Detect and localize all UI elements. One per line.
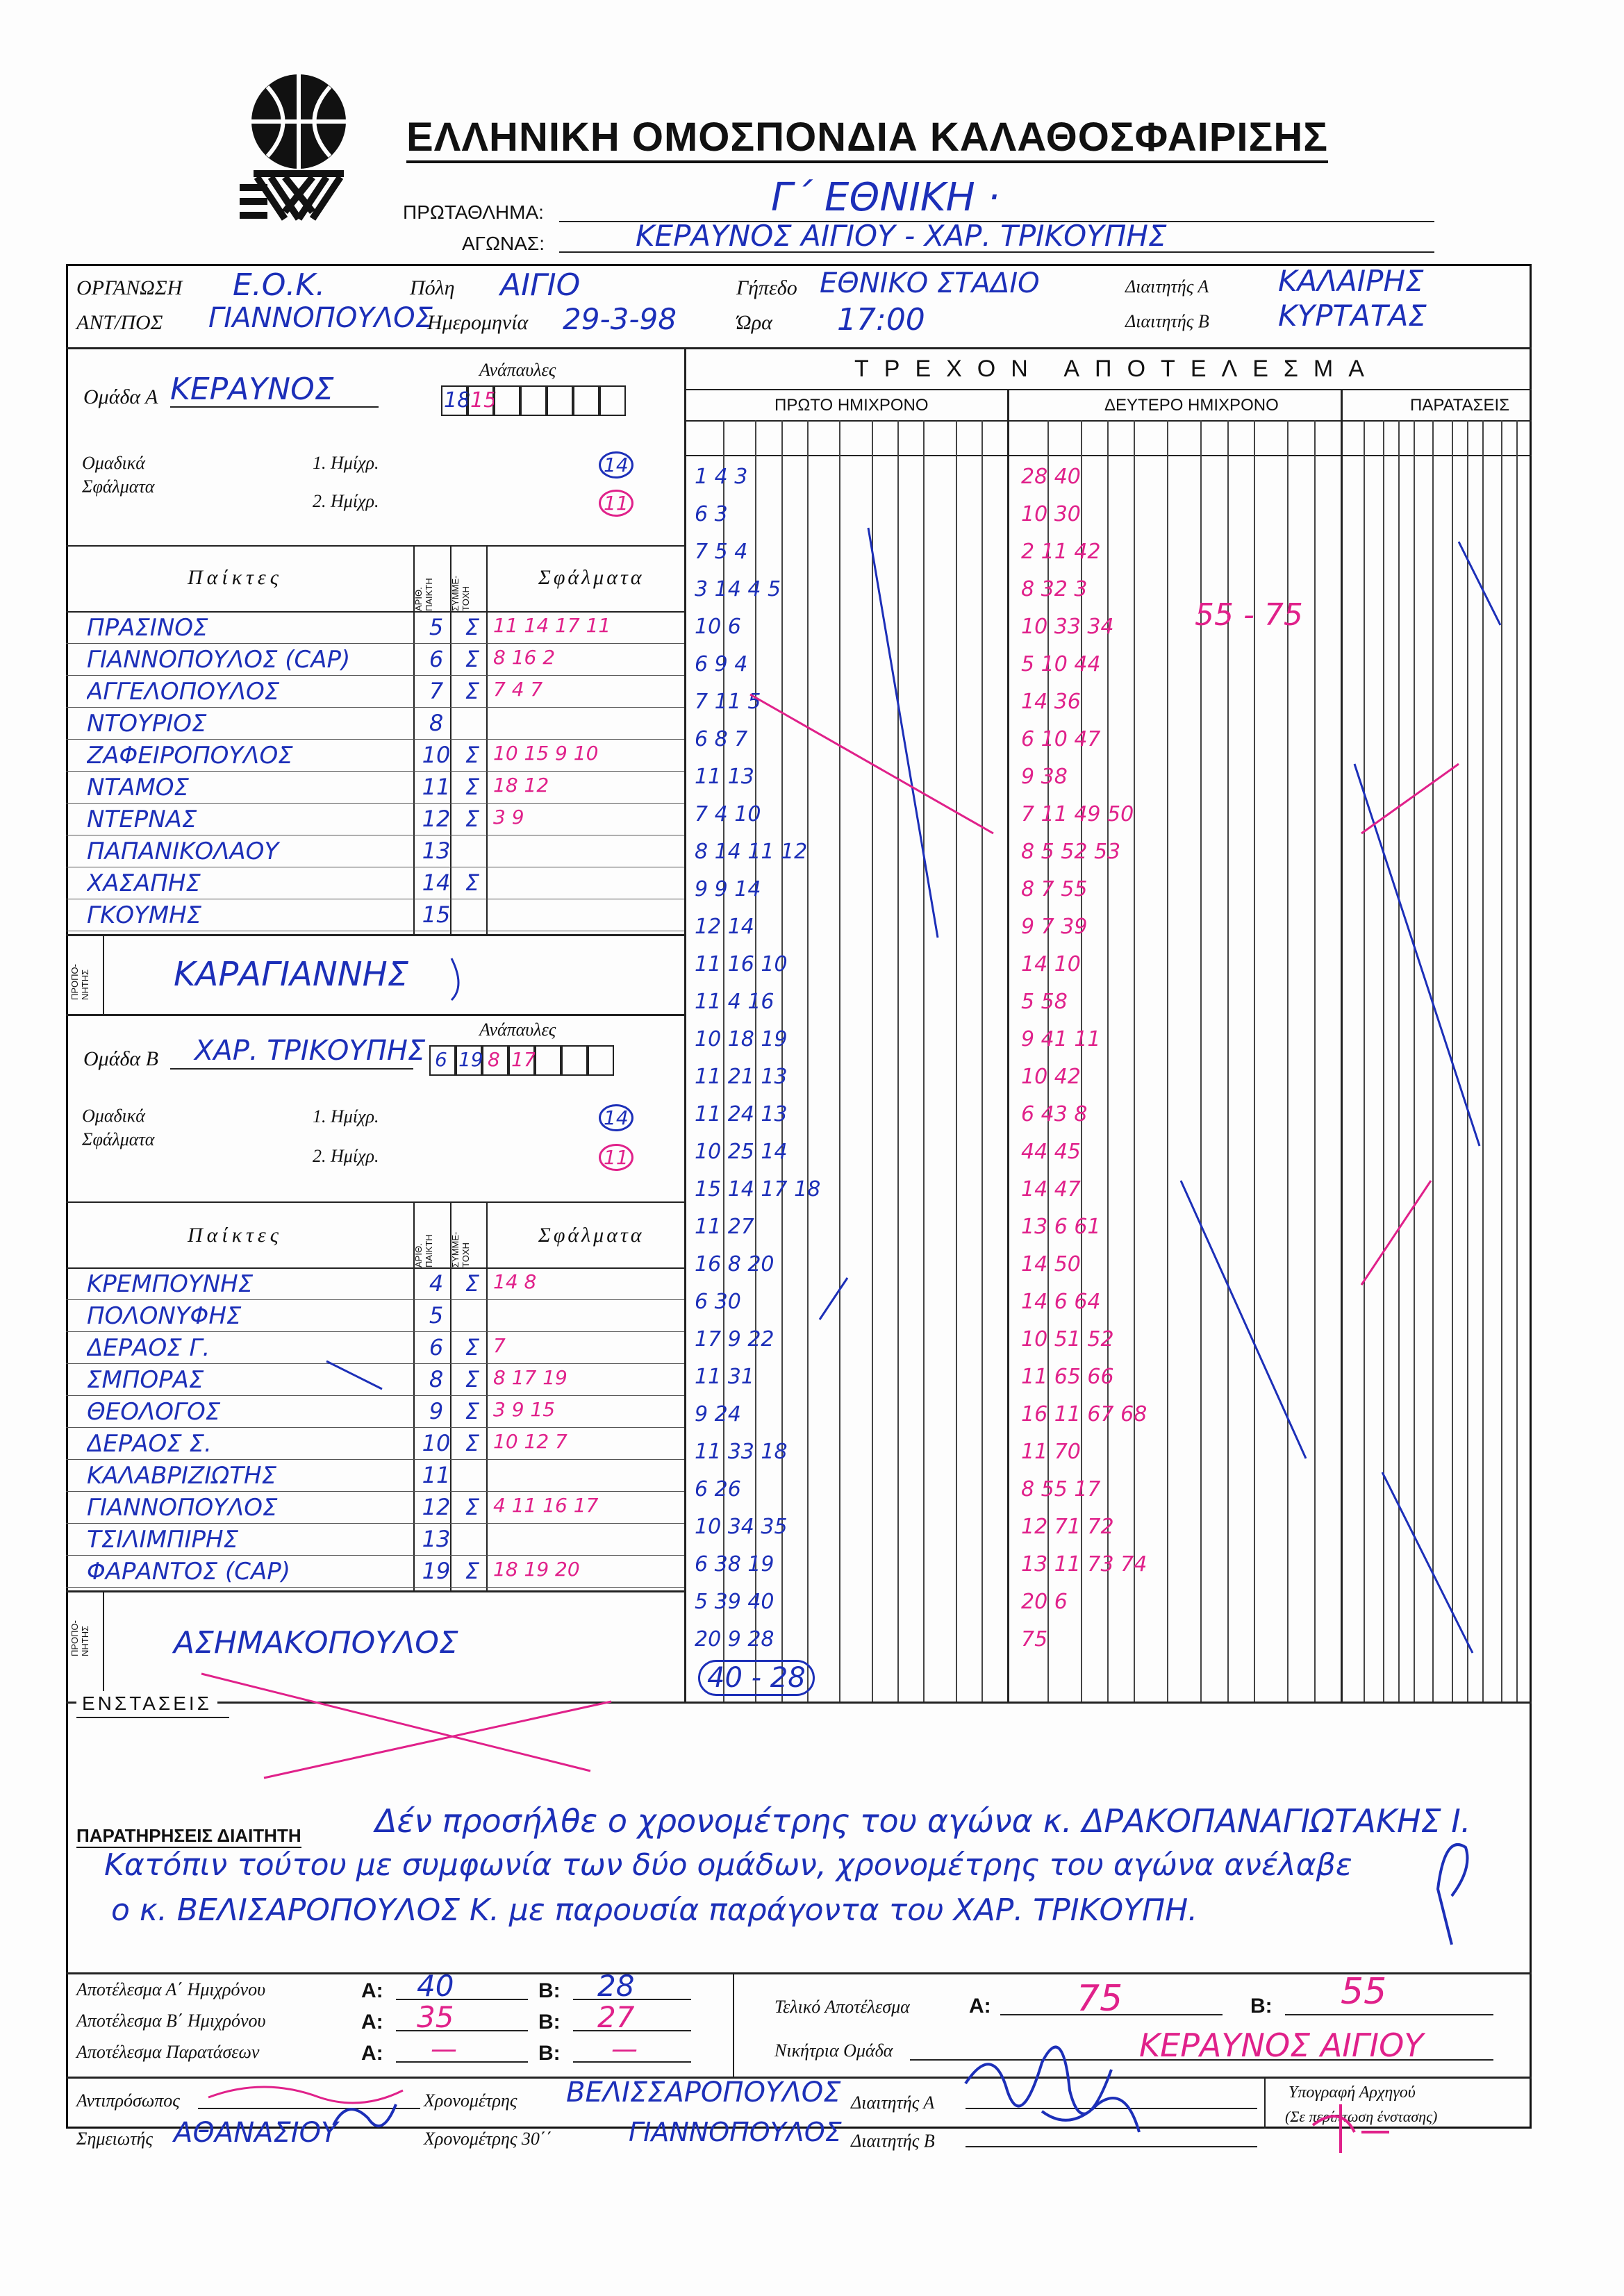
first-half-score-entry: 3 14 4 5 (695, 577, 781, 601)
team-a-player-name: ΠΡΑΣΙΝΟΣ (87, 614, 208, 642)
team-b-player-participation: Σ (465, 1334, 480, 1361)
team-b-half1-total: 14 (599, 1104, 633, 1131)
team-a-player-name: ΧΑΣΑΠΗΣ (87, 870, 201, 897)
second-half-score-entry: 75 (1021, 1627, 1048, 1652)
city-value: ΑΙΓΙΟ (500, 267, 581, 303)
ot-result-label: Αποτέλεσμα Παρατάσεων (76, 2042, 260, 2062)
team-a-players-header: Παίκτες (188, 566, 283, 589)
team-b-player-fouls: 8 17 19 (493, 1366, 567, 1389)
team-b-player-name: ΠΟΛΟΝΥΦΗΣ (87, 1302, 242, 1330)
remarks-label: ΠΑΡΑΤΗΡΗΣΕΙΣ ΔΙΑΙΤΗΤΗ (76, 1825, 301, 1848)
final-b-value: 55 (1341, 1971, 1387, 2013)
team-a-player-number: 6 (429, 646, 444, 672)
official-ref-a-label: Διαιτητής Α (851, 2093, 935, 2113)
team-a-name: ΚΕΡΑΥΝΟΣ (170, 372, 334, 407)
team-b-player-name: ΤΣΙΛΙΜΠΙΡΗΣ (87, 1526, 239, 1554)
second-half-score-entry: 2 11 42 (1021, 540, 1101, 564)
ot-b-label: Β: (538, 2042, 561, 2065)
team-a-player-number: 5 (429, 614, 444, 640)
team-a-coach-label: ΠΡΟΠΟ-ΝΗΤΗΣ (69, 964, 90, 1000)
second-half-score-entry: 8 7 55 (1021, 877, 1088, 901)
team-a-half2-label: 2. Ημίχρ. (313, 491, 379, 511)
team-b-label: Ομάδα Β (83, 1047, 158, 1070)
team-b-player-name: ΚΑΛΑΒΡΙΖΙΩΤΗΣ (87, 1462, 277, 1490)
second-half-score-entry: 28 40 (1021, 465, 1081, 489)
first-half-score-entry: 6 30 (695, 1290, 741, 1314)
team-b-player-name: ΔΕΡΑΟΣ Γ. (87, 1334, 210, 1362)
rep-value: ΓΙΑΝΝΟΠΟΥΛΟΣ (208, 302, 433, 334)
team-b-player-number: 12 (422, 1494, 451, 1520)
team-b-player-name: ΘΕΟΛΟΓΟΣ (87, 1398, 221, 1426)
ref-b-value: ΚΥΡΤΑΤΑΣ (1278, 299, 1427, 333)
scorer-label: Σημειωτής (76, 2129, 153, 2149)
time-label: Ώρα (736, 311, 772, 334)
team-b-player-participation: Σ (465, 1366, 480, 1392)
match-value: ΚΕΡΑΥΝΟΣ ΑΙΓΙΟΥ - ΧΑΡ. ΤΡΙΚΟΥΠΗΣ (636, 219, 1167, 253)
remarks-line-1: Δέν προσήλθε ο χρονομέτρης του αγώνα κ. ΔΡΑΚΟΠΑΝΑΓΙΩΤΑΚΗΣ Ι. (375, 1802, 1471, 1840)
team-b-player-fouls: 4 11 16 17 (493, 1494, 599, 1517)
second-half-score-entry: 20 6 (1021, 1590, 1068, 1614)
half2-a-label: Α: (361, 2011, 383, 2033)
team-b-timeout-3: 8 (488, 1048, 500, 1071)
overtime-header: ΠΑΡΑΤΑΣΕΙΣ (1410, 396, 1510, 415)
team-a-player-name: ΖΑΦΕΙΡΟΠΟΥΛΟΣ (87, 742, 293, 770)
first-half-score-entry: 7 11 5 (695, 690, 761, 714)
second-half-score-entry: 8 55 17 (1021, 1477, 1101, 1501)
ot-b-value: — (611, 2033, 638, 2064)
running-score-title: ΤΡΕΧΟΝ ΑΠΟΤΕΛΕΣΜΑ (854, 356, 1379, 382)
final-b-label: Β: (1250, 1995, 1273, 2018)
team-a-label: Ομάδα Α (83, 385, 158, 408)
team-b-coach-label: ΠΡΟΠΟ-ΝΗΤΗΣ (69, 1620, 90, 1656)
team-b-player-number: 11 (422, 1462, 451, 1488)
venue-label: Γήπεδο (736, 276, 797, 299)
team-b-player-name: ΣΜΠΟΡΑΣ (87, 1366, 204, 1394)
team-a-player-name: ΓΚΟΥΜΗΣ (87, 901, 202, 929)
ref-a-value: ΚΑΛΑΙΡΗΣ (1278, 264, 1424, 298)
official-ref-b-label: Διαιτητής Β (851, 2131, 935, 2151)
team-b-player-fouls: 10 12 7 (493, 1430, 567, 1453)
team-a-player-participation: Σ (465, 646, 480, 672)
second-half-score-entry: 10 30 (1021, 502, 1081, 526)
second-half-score-entry: 13 11 73 74 (1021, 1552, 1147, 1577)
team-a-player-name: ΓΙΑΝΝΟΠΟΥΛΟΣ (CAP) (87, 646, 351, 674)
second-half-score-entry: 8 32 3 (1021, 577, 1088, 601)
scorer-value: ΑΘΑΝΑΣΙΟΥ (174, 2117, 338, 2149)
second-half-score-entry: 13 6 61 (1021, 1215, 1101, 1239)
captain-sig-note: (Σε περίπτωση ένστασης) (1285, 2108, 1438, 2125)
team-a-player-number: 10 (422, 742, 451, 768)
team-a-player-number: 13 (422, 838, 451, 864)
team-b-coach: ΑΣΗΜΑΚΟΠΟΥΛΟΣ (174, 1625, 458, 1661)
team-a-player-number: 14 (422, 870, 451, 896)
first-half-score-entry: 6 9 4 (695, 652, 748, 676)
timer-label: Χρονομέτρης (424, 2090, 517, 2111)
winner-label: Νικήτρια Ομάδα (774, 2040, 893, 2061)
team-a-player-fouls: 11 14 17 11 (493, 614, 611, 637)
team-a-player-number: 11 (422, 774, 451, 800)
team-a-fouls-header: Σφάλματα (538, 566, 645, 589)
second-half-score-entry: 9 38 (1021, 765, 1068, 789)
team-a-player-name: ΠΑΠΑΝΙΚΟΛΑΟΥ (87, 838, 279, 865)
team-b-part-header: ΣΥΜΜΕ-ΤΟΧΗ (450, 1231, 471, 1267)
federation-title: ΕΛΛΗΝΙΚΗ ΟΜΟΣΠΟΝΔΙΑ ΚΑΛΑΘΟΣΦΑΙΡΙΣΗΣ (406, 115, 1328, 163)
team-b-player-name: ΦΑΡΑΝΤΟΣ (CAP) (87, 1558, 291, 1586)
team-b-timeouts-label: Ανάπαυλες (479, 1020, 556, 1040)
protests-label: ΕΝΣΤΑΣΕΙΣ (76, 1691, 217, 1716)
final-a-value: 75 (1077, 1978, 1123, 2020)
first-half-score-entry: 6 3 (695, 502, 728, 526)
date-label: Ημερομηνία (427, 311, 529, 334)
second-half-score-entry: 5 10 44 (1021, 652, 1101, 676)
first-half-score-entry: 5 39 40 (695, 1590, 774, 1614)
half1-a-label: Α: (361, 1979, 383, 2002)
team-b-player-fouls: 7 (493, 1334, 506, 1357)
team-b-player-participation: Σ (465, 1270, 480, 1297)
team-b-half2-total: 11 (599, 1144, 633, 1171)
team-b-player-name: ΓΙΑΝΝΟΠΟΥΛΟΣ (87, 1494, 278, 1522)
team-a-player-participation: Σ (465, 870, 480, 896)
ot-a-value: — (431, 2033, 457, 2064)
organizer-value: Ε.Ο.Κ. (233, 267, 326, 303)
second-half-header: ΔΕΥΤΕΡΟ ΗΜΙΧΡΟΝΟ (1104, 396, 1279, 415)
team-a-player-number: 15 (422, 901, 451, 928)
team-a-half1-label: 1. Ημίχρ. (313, 453, 379, 473)
team-b-player-fouls: 14 8 (493, 1270, 537, 1293)
first-half-score-entry: 8 14 11 12 (695, 840, 808, 864)
team-b-player-number: 4 (429, 1270, 444, 1297)
team-a-player-fouls: 18 12 (493, 774, 549, 797)
second-half-final: 55 - 75 (1195, 597, 1303, 633)
team-a-timeout-2: 15 (470, 388, 497, 413)
timer-value: ΒΕΛΙΣΣΑΡΟΠΟΥΛΟΣ (566, 2077, 841, 2108)
team-b-fouls-label: Ομαδικά Σφάλματα (82, 1106, 155, 1149)
second-half-score-entry: 14 6 64 (1021, 1290, 1101, 1314)
second-half-score-entry: 14 36 (1021, 690, 1081, 714)
time-value: 17:00 (837, 302, 925, 338)
team-a-player-participation: Σ (465, 774, 480, 800)
first-half-score-entry: 6 38 19 (695, 1552, 774, 1577)
first-half-score-entry: 10 25 14 (695, 1140, 788, 1164)
second-half-score-entry: 10 51 52 (1021, 1327, 1114, 1351)
team-b-player-number: 13 (422, 1526, 451, 1552)
first-half-score-entry: 10 18 19 (695, 1027, 788, 1051)
team-b-num-header: ΑΡΙΘ. ΠΑΙΚΤΗ (413, 1234, 434, 1267)
city-label: Πόλη (410, 276, 455, 299)
championship-value: Γ΄ ΕΘΝΙΚΗ · (771, 175, 1000, 220)
team-b-player-name: ΔΕΡΑΟΣ Σ. (87, 1430, 212, 1458)
team-b-half2-label: 2. Ημίχρ. (313, 1146, 379, 1166)
team-b-players-header: Παίκτες (188, 1224, 283, 1247)
team-a-half2-total: 11 (599, 490, 633, 517)
half2-result-label: Αποτέλεσμα Β΄ Ημιχρόνου (76, 2011, 266, 2031)
team-a-player-participation: Σ (465, 614, 480, 640)
team-a-player-participation: Σ (465, 742, 480, 768)
first-half-score-entry: 16 8 20 (695, 1252, 774, 1276)
second-half-score-entry: 6 10 47 (1021, 727, 1101, 751)
team-b-player-participation: Σ (465, 1430, 480, 1456)
team-a-player-fouls: 10 15 9 10 (493, 742, 599, 765)
first-half-score-entry: 10 34 35 (695, 1515, 788, 1539)
first-half-score-entry: 7 5 4 (695, 540, 748, 564)
half1-b-value: 28 (597, 1969, 635, 2003)
team-b-player-name: ΚΡΕΜΠΟΥΝΗΣ (87, 1270, 254, 1298)
team-a-player-name: ΝΤΑΜΟΣ (87, 774, 190, 801)
second-half-score-entry: 8 5 52 53 (1021, 840, 1121, 864)
remarks-line-3: ο κ. ΒΕΛΙΣΑΡΟΠΟΥΛΟΣ Κ. με παρουσία παράγοντα του ΧΑΡ. ΤΡΙΚΟΥΠΗ. (111, 1892, 1198, 1928)
first-half-score-entry: 6 26 (695, 1477, 741, 1501)
half2-b-value: 27 (597, 2000, 635, 2034)
ot-a-label: Α: (361, 2042, 383, 2065)
team-b-player-participation: Σ (465, 1558, 480, 1584)
team-a-player-number: 8 (429, 710, 444, 736)
team-a-player-number: 7 (429, 678, 444, 704)
team-b-timeout-2: 19 (458, 1048, 483, 1071)
ref-b-label: Διαιτητής Β (1125, 311, 1209, 331)
second-half-score-entry: 16 11 67 68 (1021, 1402, 1147, 1426)
first-half-score-entry: 15 14 17 18 (695, 1177, 821, 1201)
winner-value: ΚΕΡΑΥΝΟΣ ΑΙΓΙΟΥ (1139, 2027, 1424, 2064)
team-a-timeouts-label: Ανάπαυλες (479, 360, 556, 380)
team-b-player-participation: Σ (465, 1398, 480, 1424)
team-b-player-number: 19 (422, 1558, 451, 1584)
second-half-score-entry: 9 41 11 (1021, 1027, 1101, 1051)
first-half-header: ΠΡΩΤΟ ΗΜΙΧΡΟΝΟ (774, 396, 929, 415)
team-b-half1-label: 1. Ημίχρ. (313, 1106, 379, 1126)
second-half-score-entry: 10 33 34 (1021, 615, 1114, 639)
team-b-player-number: 5 (429, 1302, 444, 1329)
rep-label: ΑΝΤ/ΠΟΣ (76, 311, 163, 334)
team-a-part-header: ΣΥΜΜΕ-ΤΟΧΗ (450, 575, 471, 611)
team-b-player-number: 10 (422, 1430, 451, 1456)
second-half-score-entry: 14 10 (1021, 952, 1081, 976)
team-a-timeout-1: 18 (444, 388, 471, 413)
team-b-player-number: 8 (429, 1366, 444, 1392)
team-b-player-number: 9 (429, 1398, 444, 1424)
first-half-score-entry: 12 14 (695, 915, 754, 939)
half1-a-value: 40 (417, 1969, 454, 2003)
ref-a-label: Διαιτητής Α (1125, 276, 1209, 297)
first-half-score-entry: 11 27 (695, 1215, 754, 1239)
first-half-score-entry: 1 4 3 (695, 465, 748, 489)
date-value: 29-3-98 (563, 302, 677, 336)
first-half-score-entry: 11 31 (695, 1365, 754, 1389)
timer30-label: Χρονομέτρης 30΄΄ (424, 2129, 552, 2149)
team-a-player-name: ΝΤΕΡΝΑΣ (87, 806, 197, 833)
team-a-fouls-label: Ομαδικά Σφάλματα (82, 453, 155, 497)
team-b-player-number: 6 (429, 1334, 444, 1361)
team-a-coach: ΚΑΡΑΓΙΑΝΝΗΣ (174, 955, 409, 994)
team-b-fouls-header: Σφάλματα (538, 1224, 645, 1247)
first-half-final: 40 - 28 (698, 1660, 815, 1696)
first-half-score-entry: 6 8 7 (695, 727, 748, 751)
team-a-player-participation: Σ (465, 678, 480, 704)
championship-label: ΠΡΩΤΑΘΛΗΜΑ: (403, 201, 544, 223)
first-half-score-entry: 11 24 13 (695, 1102, 788, 1126)
timer30-value: ΓΙΑΝΝΟΠΟΥΛΟΣ (629, 2117, 842, 2147)
first-half-score-entry: 11 13 (695, 765, 754, 789)
remarks-line-2: Κατόπιν τούτου με συμφωνία των δύο ομάδων, χρονομέτρης του αγώνα ανέλαβε (104, 1847, 1352, 1883)
rep-sig-label: Αντιπρόσωπος (76, 2090, 180, 2111)
first-half-score-entry: 20 9 28 (695, 1627, 774, 1652)
second-half-score-entry: 44 45 (1021, 1140, 1081, 1164)
first-half-score-entry: 7 4 10 (695, 802, 761, 826)
organizer-label: ΟΡΓΑΝΩΣΗ (76, 276, 183, 299)
second-half-score-entry: 5 58 (1021, 990, 1068, 1014)
second-half-score-entry: 14 50 (1021, 1252, 1081, 1276)
second-half-score-entry: 9 7 39 (1021, 915, 1088, 939)
first-half-score-entry: 17 9 22 (695, 1327, 774, 1351)
first-half-score-entry: 11 33 18 (695, 1440, 788, 1464)
team-a-player-name: ΑΓΓΕΛΟΠΟΥΛΟΣ (87, 678, 280, 706)
first-half-score-entry: 9 9 14 (695, 877, 761, 901)
first-half-score-entry: 11 16 10 (695, 952, 788, 976)
final-a-label: Α: (969, 1995, 991, 2018)
team-b-name: ΧΑΡ. ΤΡΙΚΟΥΠΗΣ (194, 1035, 426, 1067)
team-b-timeout-4: 17 (511, 1048, 536, 1071)
second-half-score-entry: 11 65 66 (1021, 1365, 1114, 1389)
team-b-player-fouls: 18 19 20 (493, 1558, 580, 1581)
second-half-score-entry: 7 11 49 50 (1021, 802, 1134, 826)
team-a-player-participation: Σ (465, 806, 480, 832)
match-label: ΑΓΩΝΑΣ: (462, 233, 545, 254)
half2-a-value: 35 (417, 2000, 454, 2034)
team-a-player-number: 12 (422, 806, 451, 832)
team-a-player-fouls: 8 16 2 (493, 646, 556, 669)
first-half-score-entry: 9 24 (695, 1402, 741, 1426)
team-a-player-fouls: 7 4 7 (493, 678, 543, 701)
second-half-score-entry: 10 42 (1021, 1065, 1081, 1089)
team-b-timeout-1: 6 (435, 1048, 447, 1071)
second-half-score-entry: 14 47 (1021, 1177, 1081, 1201)
final-result-label: Τελικό Αποτέλεσμα (774, 1997, 910, 2017)
half1-result-label: Αποτέλεσμα Α΄ Ημιχρόνου (76, 1979, 265, 1999)
second-half-score-entry: 12 71 72 (1021, 1515, 1114, 1539)
team-b-player-fouls: 3 9 15 (493, 1398, 556, 1421)
team-b-player-participation: Σ (465, 1494, 480, 1520)
captain-sig-label: Υπογραφή Αρχηγού (1289, 2083, 1416, 2102)
half1-b-label: Β: (538, 1979, 561, 2002)
first-half-score-entry: 11 21 13 (695, 1065, 788, 1089)
team-a-num-header: ΑΡΙΘ. ΠΑΙΚΤΗ (413, 578, 434, 611)
team-a-player-fouls: 3 9 (493, 806, 524, 829)
half2-b-label: Β: (538, 2011, 561, 2033)
team-a-player-name: ΝΤΟΥΡΙΟΣ (87, 710, 207, 738)
team-a-half1-total: 14 (599, 451, 633, 479)
second-half-score-entry: 6 43 8 (1021, 1102, 1088, 1126)
first-half-score-entry: 10 6 (695, 615, 741, 639)
venue-value: ΕΘΝΙΚΟ ΣΤΑΔΙΟ (820, 267, 1040, 299)
first-half-score-entry: 11 4 16 (695, 990, 774, 1014)
second-half-score-entry: 11 70 (1021, 1440, 1081, 1464)
